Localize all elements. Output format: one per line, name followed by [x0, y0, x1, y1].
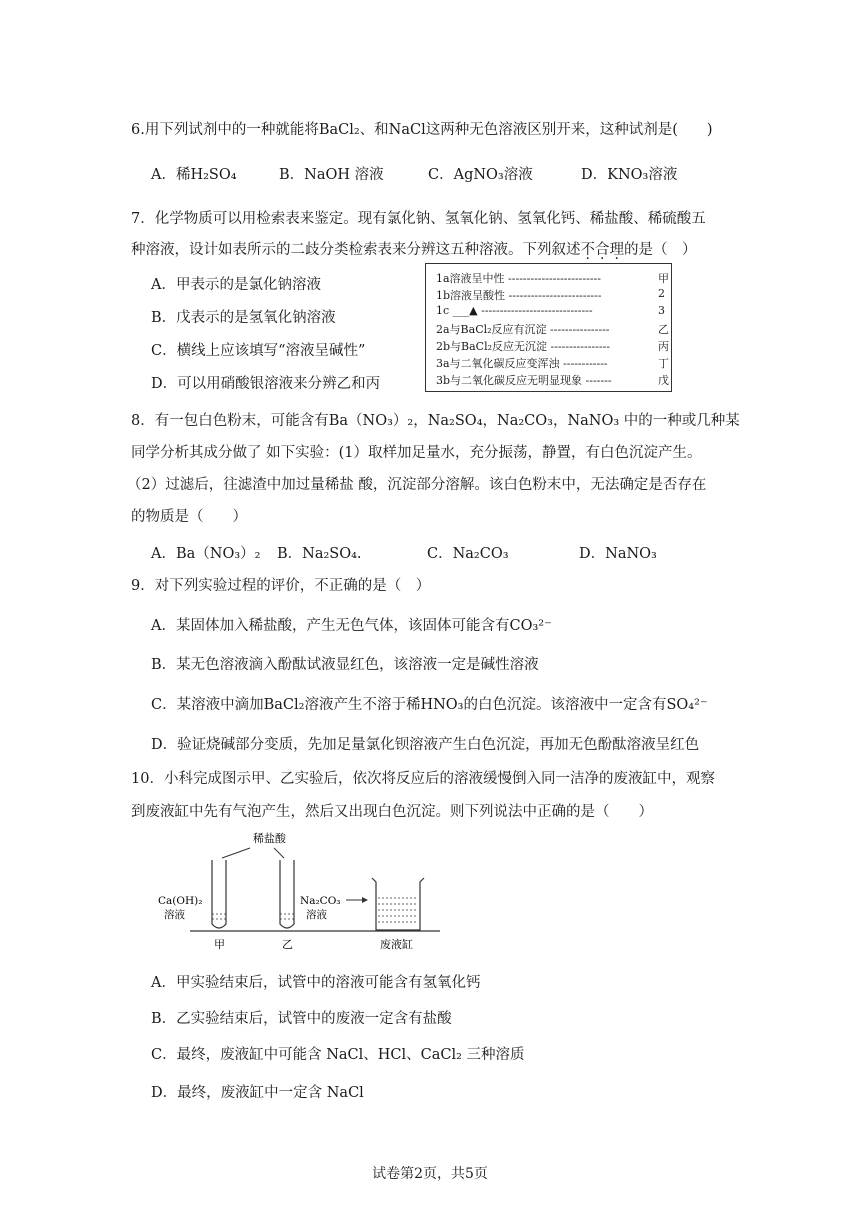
key-row-right: 丙 — [658, 340, 669, 353]
key-row-right: 丁 — [658, 357, 669, 370]
q8-option-a[interactable]: A．Ba（NO₃）₂ — [151, 546, 261, 562]
q7-stem-post: 的是（ ） — [624, 242, 697, 258]
acid-label: 稀盐酸 — [253, 832, 286, 845]
q6-option-b[interactable]: B．NaOH 溶液 — [279, 167, 384, 183]
key-row-left: 3b与二氧化碳反应无明显现象 ------- — [436, 374, 612, 387]
left-reagent-label: 溶液 — [164, 909, 185, 921]
q6-option-d[interactable]: D．KNO₃溶液 — [581, 167, 678, 183]
q9-stem: 9．对下列实验过程的评价，不正确的是（ ） — [131, 578, 431, 594]
tank-label: 废液缸 — [380, 938, 413, 951]
q8-option-d[interactable]: D．NaNO₃ — [579, 546, 657, 562]
q8-stem-line2: 同学分析其成分做了 如下实验：(1）取样加足量水，充分振荡，静置，有白色沉淀产生。 — [131, 445, 702, 461]
q10-stem-line1: 10．小科完成图示甲、乙实验后，依次将反应后的溶液缓慢倒入同一洁净的废液缸中，观察 — [131, 771, 715, 787]
q7-option-b[interactable]: B．戊表示的是氢氧化钠溶液 — [151, 310, 336, 326]
q7-stem-line1: 7．化学物质可以用检索表来鉴定。现有氯化钠、氢氧化钠、氢氧化钙、稀盐酸、稀硫酸五 — [131, 211, 706, 227]
q10-stem-line2: 到废液缸中先有气泡产生，然后又出现白色沉淀。则下列说法中正确的是（ ） — [131, 804, 653, 820]
right-reagent-formula: Na₂CO₃ — [300, 895, 341, 907]
q7-option-d[interactable]: D．可以用硝酸银溶液来分辨乙和丙 — [151, 376, 381, 392]
q9-option-b[interactable]: B．某无色溶液滴入酚酞试液显红色，该溶液一定是碱性溶液 — [151, 657, 539, 673]
key-row-right: 2 — [658, 287, 665, 300]
tube-a-label: 甲 — [214, 938, 225, 951]
page-footer: 试卷第2页，共5页 — [372, 1166, 488, 1182]
experiment-figure — [150, 828, 450, 952]
q7-stem-line2 — [131, 238, 697, 259]
emphasis-char: 理 — [609, 242, 624, 258]
q6-stem: 6.用下列试剂中的一种就能将BaCl₂、和NaCl这两种无色溶液区别开来，这种试剂是( ) — [131, 122, 713, 138]
dichotomous-key-table — [425, 263, 672, 392]
q6-option-a[interactable]: A．稀H₂SO₄ — [151, 167, 237, 183]
key-row-left: 1a溶液呈中性 ------------------------- — [436, 272, 601, 285]
q10-option-c[interactable]: C．最终，废液缸中可能含 NaCl、HCl、CaCl₂ 三种溶质 — [151, 1047, 525, 1063]
q7-stem-pre: 种溶液，设计如表所示的二歧分类检索表来分辨这五种溶液。下列叙述 — [131, 242, 581, 258]
q9-option-a[interactable]: A．某固体加入稀盐酸，产生无色气体，该固体可能含有CO₃²⁻ — [151, 618, 552, 634]
q8-stem-line1: 8．有一包白色粉末，可能含有Ba（NO₃）₂，Na₂SO₄，Na₂CO₃，NaNO₃ 中的一种或几种某 — [131, 413, 740, 429]
key-row-right: 3 — [658, 304, 665, 317]
q8-option-c[interactable]: C．Na₂CO₃ — [427, 546, 509, 562]
key-row-left: 3a与二氧化碳反应变浑浊 ------------ — [436, 357, 608, 370]
q10-option-a[interactable]: A．甲实验结束后，试管中的溶液可能含有氢氧化钙 — [151, 975, 481, 991]
q7-stem-emphasis — [581, 242, 625, 258]
q9-option-d[interactable]: D．验证烧碱部分变质，先加足量氯化钡溶液产生白色沉淀，再加无色酚酞溶液呈红色 — [151, 737, 700, 753]
key-row-left: 1c ___▲ ------------------------------ — [436, 304, 593, 317]
key-row-left: 1b溶液呈酸性 ------------------------- — [436, 289, 602, 302]
q7-option-c[interactable]: C．横线上应该填写“溶液呈碱性” — [151, 343, 366, 359]
key-row-right: 乙 — [658, 323, 669, 336]
q8-stem-line3: （2）过滤后，往滤渣中加过量稀盐 酸，沉淀部分溶解。该白色粉末中，无法确定是否存在 — [127, 477, 707, 493]
q8-stem-line4: 的物质是（ ） — [131, 509, 247, 525]
q7-option-a[interactable]: A．甲表示的是氯化钠溶液 — [151, 277, 321, 293]
q6-option-c[interactable]: C．AgNO₃溶液 — [428, 167, 533, 183]
q10-option-d[interactable]: D．最终，废液缸中一定含 NaCl — [151, 1085, 364, 1101]
test-tube-b-icon — [280, 860, 294, 928]
right-reagent-label: 溶液 — [306, 909, 327, 921]
test-tube-a-icon — [212, 860, 226, 928]
tube-b-label: 乙 — [282, 938, 293, 951]
key-row-left: 2a与BaCl₂反应有沉淀 ---------------- — [436, 323, 610, 336]
left-reagent-formula: Ca(OH)₂ — [158, 895, 203, 907]
key-row-right: 戊 — [658, 374, 669, 387]
key-row-left: 2b与BaCl₂反应无沉淀 ---------------- — [436, 340, 610, 353]
q10-option-b[interactable]: B．乙实验结束后，试管中的废液一定含有盐酸 — [151, 1011, 452, 1027]
q9-option-c[interactable]: C．某溶液中滴加BaCl₂溶液产生不溶于稀HNO₃的白色沉淀。该溶液中一定含有SO₄²⁻ — [151, 697, 708, 713]
emphasis-char: 合 — [595, 242, 610, 258]
key-row-right: 甲 — [658, 272, 669, 285]
q8-option-b[interactable]: B．Na₂SO₄. — [277, 546, 362, 562]
emphasis-char: 不 — [580, 242, 595, 258]
arrow-right-icon — [346, 897, 368, 903]
beaker-icon — [372, 878, 424, 930]
